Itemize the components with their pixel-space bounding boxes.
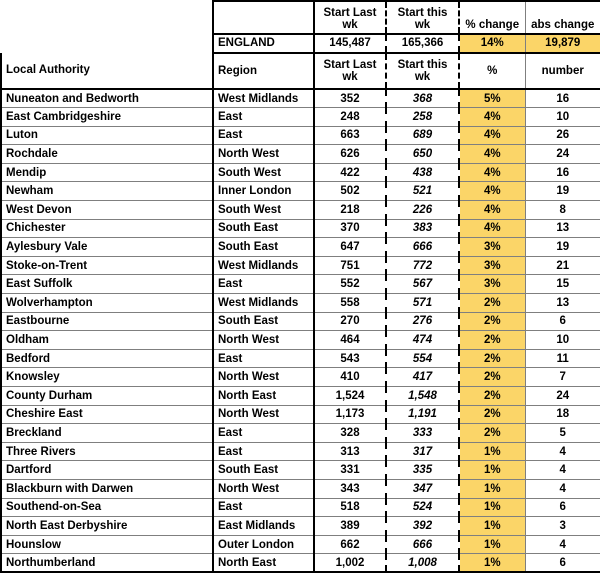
cell-authority: Hounslow xyxy=(1,535,213,554)
cell-pct-change: 4% xyxy=(459,219,525,238)
table-row[interactable] xyxy=(1,554,600,573)
cell-abs-change: 6 xyxy=(525,554,600,573)
cell-abs-change: 5 xyxy=(525,424,600,443)
cell-start-this-wk: 276 xyxy=(386,312,459,331)
cell-abs-change: 16 xyxy=(525,89,600,108)
cell-start-last-wk: 751 xyxy=(314,256,386,275)
cell-authority: Eastbourne xyxy=(1,312,213,331)
cell-authority: East Cambridgeshire xyxy=(1,108,213,127)
cell-region: North West xyxy=(213,479,314,498)
cell-pct-change: 3% xyxy=(459,256,525,275)
cell-region: North West xyxy=(213,145,314,164)
table-row[interactable] xyxy=(1,219,600,238)
cell-region: North East xyxy=(213,554,314,573)
cell-pct-change: 3% xyxy=(459,238,525,257)
table-row[interactable] xyxy=(1,461,600,480)
cell-start-last-wk: 343 xyxy=(314,479,386,498)
cell-start-this-wk: 554 xyxy=(386,349,459,368)
cell-region: North West xyxy=(213,331,314,350)
subheader-start-last-wk-line1: Start Last xyxy=(323,58,377,71)
cell-authority: Breckland xyxy=(1,424,213,443)
header-start-last-wk xyxy=(314,1,386,34)
cell-start-last-wk: 662 xyxy=(314,535,386,554)
cell-authority: County Durham xyxy=(1,387,213,406)
cell-start-last-wk: 410 xyxy=(314,368,386,387)
cell-abs-change: 13 xyxy=(525,219,600,238)
table-row[interactable] xyxy=(1,108,600,127)
table-row[interactable] xyxy=(1,145,600,164)
table-row[interactable] xyxy=(1,126,600,145)
cell-region: West Midlands xyxy=(213,256,314,275)
england-abs-change: 19,879 xyxy=(525,34,600,53)
cell-abs-change: 10 xyxy=(525,331,600,350)
cell-abs-change: 4 xyxy=(525,442,600,461)
cell-pct-change: 2% xyxy=(459,349,525,368)
cell-authority: Oldham xyxy=(1,331,213,350)
header-start-last-wk-line2: wk xyxy=(342,18,358,31)
cell-abs-change: 4 xyxy=(525,461,600,480)
cell-authority: East Suffolk xyxy=(1,275,213,294)
subheader-start-this-wk-line2: wk xyxy=(414,71,431,83)
cell-pct-change: 5% xyxy=(459,89,525,108)
cell-abs-change: 7 xyxy=(525,368,600,387)
table-row[interactable] xyxy=(1,442,600,461)
cell-region: East xyxy=(213,349,314,368)
cell-authority: Newham xyxy=(1,182,213,201)
cell-start-last-wk: 647 xyxy=(314,238,386,257)
cell-start-this-wk: 333 xyxy=(386,424,459,443)
england-total-row xyxy=(1,34,600,53)
subheader-region: Region xyxy=(213,53,314,89)
cell-start-this-wk: 335 xyxy=(386,461,459,480)
cell-region: East xyxy=(213,126,314,145)
england-label: ENGLAND xyxy=(213,34,314,53)
cell-region: North East xyxy=(213,387,314,406)
cell-pct-change: 2% xyxy=(459,312,525,331)
cell-authority: Northumberland xyxy=(1,554,213,573)
cell-region: West Midlands xyxy=(213,294,314,313)
header-pct-change: % change xyxy=(459,1,525,34)
cell-pct-change: 4% xyxy=(459,126,525,145)
cell-pct-change: 2% xyxy=(459,387,525,406)
table-subheader-row xyxy=(1,53,600,89)
cell-region: South West xyxy=(213,163,314,182)
cell-authority: Three Rivers xyxy=(1,442,213,461)
cell-pct-change: 4% xyxy=(459,145,525,164)
cell-start-last-wk: 389 xyxy=(314,517,386,536)
header-blank-cell xyxy=(1,1,213,34)
header-start-this-wk-line1: Start this xyxy=(397,6,448,19)
cell-start-last-wk: 331 xyxy=(314,461,386,480)
cell-abs-change: 4 xyxy=(525,535,600,554)
cell-start-last-wk: 328 xyxy=(314,424,386,443)
table-body xyxy=(1,1,600,572)
header-start-last-wk-line1: Start Last xyxy=(323,6,377,19)
cell-start-this-wk: 666 xyxy=(386,238,459,257)
cell-authority: Knowsley xyxy=(1,368,213,387)
table-row[interactable] xyxy=(1,163,600,182)
cell-region: South East xyxy=(213,461,314,480)
table-row[interactable] xyxy=(1,294,600,313)
cell-pct-change: 1% xyxy=(459,554,525,573)
cell-abs-change: 18 xyxy=(525,405,600,424)
cell-region: South East xyxy=(213,219,314,238)
cell-pct-change: 1% xyxy=(459,498,525,517)
cell-pct-change: 4% xyxy=(459,163,525,182)
cell-start-last-wk: 502 xyxy=(314,182,386,201)
table-row[interactable] xyxy=(1,312,600,331)
cell-start-this-wk: 368 xyxy=(386,89,459,108)
cell-abs-change: 26 xyxy=(525,126,600,145)
table-row[interactable] xyxy=(1,201,600,220)
cell-pct-change: 2% xyxy=(459,424,525,443)
header-start-this-wk-line2: wk xyxy=(414,18,431,31)
cell-pct-change: 1% xyxy=(459,461,525,480)
england-pct-change: 14% xyxy=(459,34,525,53)
cell-authority: Mendip xyxy=(1,163,213,182)
cell-region: East xyxy=(213,108,314,127)
cell-pct-change: 3% xyxy=(459,275,525,294)
cell-authority: Rochdale xyxy=(1,145,213,164)
cell-abs-change: 21 xyxy=(525,256,600,275)
table-row[interactable] xyxy=(1,182,600,201)
cell-authority: West Devon xyxy=(1,201,213,220)
england-start-this-wk: 165,366 xyxy=(386,34,459,53)
cell-start-last-wk: 270 xyxy=(314,312,386,331)
cell-start-this-wk: 226 xyxy=(386,201,459,220)
cell-abs-change: 13 xyxy=(525,294,600,313)
cell-start-this-wk: 567 xyxy=(386,275,459,294)
subheader-start-this-wk-line1: Start this xyxy=(397,58,448,71)
cell-pct-change: 4% xyxy=(459,108,525,127)
table-row[interactable] xyxy=(1,331,600,350)
cell-region: East xyxy=(213,442,314,461)
table-row[interactable] xyxy=(1,275,600,294)
header-region-blank-cell xyxy=(213,1,314,34)
cell-pct-change: 1% xyxy=(459,535,525,554)
cell-abs-change: 24 xyxy=(525,387,600,406)
cell-start-this-wk: 1,191 xyxy=(386,405,459,424)
table-header-row xyxy=(1,1,600,34)
cell-abs-change: 6 xyxy=(525,312,600,331)
cell-region: South East xyxy=(213,312,314,331)
cell-authority: Aylesbury Vale xyxy=(1,238,213,257)
cell-abs-change: 11 xyxy=(525,349,600,368)
cell-region: Inner London xyxy=(213,182,314,201)
cell-start-this-wk: 1,008 xyxy=(386,554,459,573)
cell-pct-change: 1% xyxy=(459,517,525,536)
table-row[interactable] xyxy=(1,405,600,424)
cell-region: East xyxy=(213,498,314,517)
table-row[interactable] xyxy=(1,349,600,368)
cell-region: East Midlands xyxy=(213,517,314,536)
cell-start-last-wk: 626 xyxy=(314,145,386,164)
cell-start-this-wk: 1,548 xyxy=(386,387,459,406)
cell-start-last-wk: 558 xyxy=(314,294,386,313)
cell-start-this-wk: 383 xyxy=(386,219,459,238)
cell-start-last-wk: 352 xyxy=(314,89,386,108)
header-start-this-wk xyxy=(386,1,459,34)
table-row[interactable] xyxy=(1,238,600,257)
cell-authority: Nuneaton and Bedworth xyxy=(1,89,213,108)
cell-start-last-wk: 552 xyxy=(314,275,386,294)
cell-region: East xyxy=(213,424,314,443)
cell-start-last-wk: 370 xyxy=(314,219,386,238)
cell-start-last-wk: 1,524 xyxy=(314,387,386,406)
cell-authority: Dartford xyxy=(1,461,213,480)
table-row[interactable] xyxy=(1,535,600,554)
cell-start-this-wk: 474 xyxy=(386,331,459,350)
table-row[interactable] xyxy=(1,517,600,536)
cell-authority: Southend-on-Sea xyxy=(1,498,213,517)
cell-start-last-wk: 1,002 xyxy=(314,554,386,573)
cell-authority: North East Derbyshire xyxy=(1,517,213,536)
cell-start-this-wk: 772 xyxy=(386,256,459,275)
cell-start-this-wk: 417 xyxy=(386,368,459,387)
cell-start-last-wk: 218 xyxy=(314,201,386,220)
cell-start-last-wk: 663 xyxy=(314,126,386,145)
cell-pct-change: 2% xyxy=(459,405,525,424)
cell-start-this-wk: 438 xyxy=(386,163,459,182)
cell-abs-change: 4 xyxy=(525,479,600,498)
subheader-start-last-wk xyxy=(314,53,386,89)
cell-start-this-wk: 524 xyxy=(386,498,459,517)
cell-start-last-wk: 248 xyxy=(314,108,386,127)
cell-region: East xyxy=(213,275,314,294)
cell-region: West Midlands xyxy=(213,89,314,108)
table-row[interactable] xyxy=(1,368,600,387)
cell-start-this-wk: 258 xyxy=(386,108,459,127)
cell-authority: Bedford xyxy=(1,349,213,368)
cell-region: Outer London xyxy=(213,535,314,554)
subheader-pct: % xyxy=(459,53,525,89)
cell-authority: Wolverhampton xyxy=(1,294,213,313)
cell-start-this-wk: 317 xyxy=(386,442,459,461)
cell-pct-change: 4% xyxy=(459,201,525,220)
cell-region: South West xyxy=(213,201,314,220)
cell-start-last-wk: 313 xyxy=(314,442,386,461)
england-blank-cell xyxy=(1,34,213,53)
cell-start-this-wk: 571 xyxy=(386,294,459,313)
cell-abs-change: 8 xyxy=(525,201,600,220)
cell-start-last-wk: 422 xyxy=(314,163,386,182)
cell-pct-change: 1% xyxy=(459,479,525,498)
cell-authority: Chichester xyxy=(1,219,213,238)
cell-pct-change: 2% xyxy=(459,331,525,350)
cell-start-this-wk: 689 xyxy=(386,126,459,145)
cell-abs-change: 16 xyxy=(525,163,600,182)
cell-start-last-wk: 464 xyxy=(314,331,386,350)
cell-abs-change: 15 xyxy=(525,275,600,294)
header-abs-change: abs change xyxy=(525,1,600,34)
cell-start-last-wk: 1,173 xyxy=(314,405,386,424)
table-row[interactable] xyxy=(1,479,600,498)
subheader-local-authority: Local Authority xyxy=(1,53,213,89)
table-row[interactable] xyxy=(1,256,600,275)
cell-start-last-wk: 518 xyxy=(314,498,386,517)
cell-pct-change: 2% xyxy=(459,368,525,387)
subheader-number: number xyxy=(525,53,600,89)
cell-authority: Cheshire East xyxy=(1,405,213,424)
england-start-last-wk: 145,487 xyxy=(314,34,386,53)
cell-start-this-wk: 666 xyxy=(386,535,459,554)
table-row[interactable] xyxy=(1,424,600,443)
cell-authority: Blackburn with Darwen xyxy=(1,479,213,498)
cell-pct-change: 4% xyxy=(459,182,525,201)
cell-start-this-wk: 521 xyxy=(386,182,459,201)
cell-abs-change: 24 xyxy=(525,145,600,164)
cell-start-last-wk: 543 xyxy=(314,349,386,368)
subheader-start-this-wk xyxy=(386,53,459,89)
cell-abs-change: 19 xyxy=(525,238,600,257)
subheader-start-last-wk-line2: wk xyxy=(342,71,358,83)
cell-region: North West xyxy=(213,368,314,387)
cell-region: South East xyxy=(213,238,314,257)
cell-authority: Stoke-on-Trent xyxy=(1,256,213,275)
cell-pct-change: 2% xyxy=(459,294,525,313)
cell-authority: Luton xyxy=(1,126,213,145)
cell-start-this-wk: 650 xyxy=(386,145,459,164)
cell-abs-change: 6 xyxy=(525,498,600,517)
table-row[interactable] xyxy=(1,387,600,406)
table-row[interactable] xyxy=(1,89,600,108)
table-row[interactable] xyxy=(1,498,600,517)
cell-abs-change: 3 xyxy=(525,517,600,536)
cell-region: North West xyxy=(213,405,314,424)
cell-start-this-wk: 392 xyxy=(386,517,459,536)
cell-pct-change: 1% xyxy=(459,442,525,461)
cell-abs-change: 10 xyxy=(525,108,600,127)
cell-start-this-wk: 347 xyxy=(386,479,459,498)
cell-abs-change: 19 xyxy=(525,182,600,201)
